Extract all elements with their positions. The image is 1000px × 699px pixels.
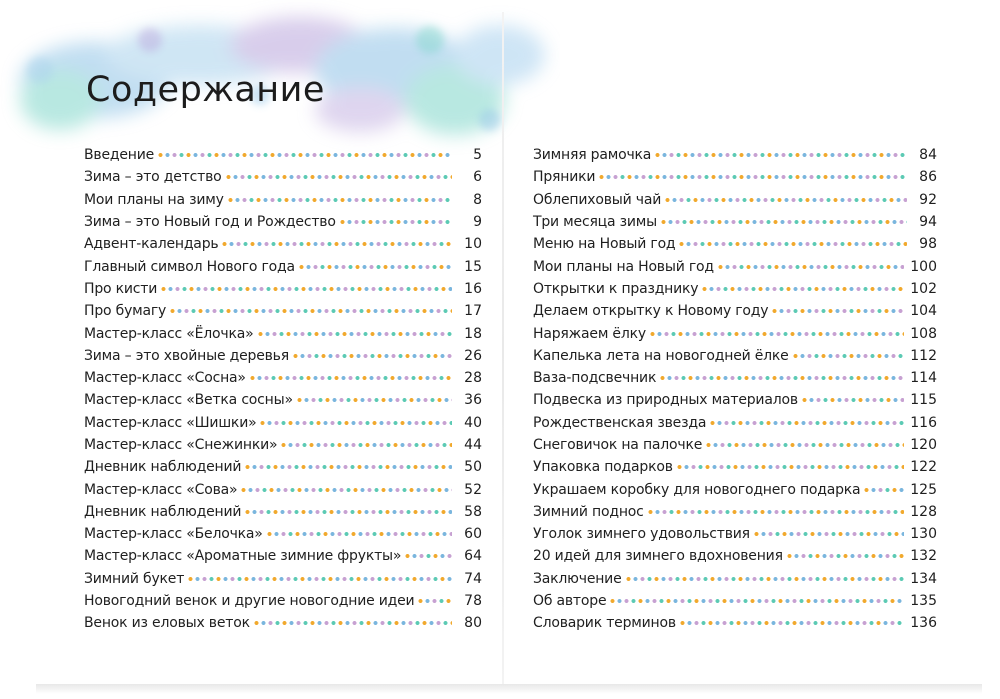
toc-entry[interactable]	[84, 367, 482, 389]
toc-entry-title: Снеговичок на палочке	[533, 437, 703, 453]
toc-entry-title: Про бумагу	[84, 303, 167, 320]
toc-entry-page-number: 116	[910, 414, 937, 431]
dot-leader	[754, 531, 904, 537]
toc-entry[interactable]	[533, 233, 937, 255]
toc-entry-page-number: 104	[910, 303, 937, 320]
toc-entry-page-number: 52	[464, 481, 482, 498]
toc-entry-page-number: 5	[473, 147, 482, 164]
dot-leader	[340, 219, 452, 225]
dot-leader	[293, 353, 452, 359]
toc-entry[interactable]	[84, 612, 482, 634]
toc-entry[interactable]	[84, 545, 482, 567]
dot-leader	[250, 375, 452, 381]
dot-leader	[258, 331, 453, 337]
dot-leader	[660, 375, 904, 381]
toc-entry-page-number: 26	[464, 347, 482, 364]
toc-entry-title: Мастер-класс «Сосна»	[84, 370, 246, 387]
toc-entry-page-number: 86	[919, 169, 937, 186]
toc-entry-page-number: 114	[910, 370, 937, 387]
dot-leader	[245, 464, 452, 470]
toc-entry[interactable]	[84, 501, 482, 523]
toc-entry[interactable]	[84, 278, 482, 300]
dot-leader	[299, 264, 452, 270]
toc-entry[interactable]	[533, 412, 937, 434]
dot-leader	[254, 620, 452, 626]
toc-entry[interactable]	[84, 189, 482, 211]
toc-entry[interactable]	[533, 144, 937, 166]
dot-leader	[793, 353, 905, 359]
toc-entry-title: Про кисти	[84, 280, 158, 297]
toc-entry-title: Упаковка подарков	[533, 459, 673, 476]
toc-entry[interactable]	[533, 345, 937, 367]
toc-entry[interactable]	[84, 412, 482, 434]
toc-entry-page-number: 36	[464, 392, 482, 409]
toc-entry-title: Адвент-календарь	[84, 236, 219, 253]
toc-entry-page-number: 74	[464, 570, 482, 587]
dot-leader	[772, 308, 904, 314]
toc-entry-title: Мастер-класс «Белочка»	[84, 526, 263, 543]
toc-entry-page-number: 135	[910, 593, 937, 610]
toc-entry-page-number: 128	[910, 503, 937, 520]
dot-leader	[679, 241, 907, 247]
dot-leader	[158, 152, 452, 158]
toc-entry[interactable]	[533, 300, 937, 322]
toc-entry-page-number: 18	[464, 325, 482, 342]
toc-entry-page-number: 6	[473, 169, 482, 186]
toc-entry[interactable]	[84, 211, 482, 233]
dot-leader	[610, 598, 904, 604]
page-title: Содержание	[86, 70, 325, 110]
toc-entry-title: Введение	[84, 147, 155, 164]
toc-entry[interactable]	[84, 255, 482, 277]
toc-entry[interactable]	[84, 166, 482, 188]
dot-leader	[281, 442, 452, 448]
toc-entry[interactable]	[84, 144, 482, 166]
dot-leader	[702, 286, 904, 292]
toc-entry-title: Мастер-класс «Ёлочка»	[84, 325, 254, 342]
toc-entry-page-number: 112	[910, 347, 937, 364]
toc-entry-title: Открытки к празднику	[533, 280, 699, 297]
toc-entry[interactable]	[533, 211, 937, 233]
toc-entry[interactable]	[533, 434, 937, 456]
toc-entry[interactable]	[533, 590, 937, 612]
toc-entry[interactable]	[533, 389, 937, 411]
dot-leader	[680, 620, 904, 626]
toc-entry-page-number: 92	[919, 191, 937, 208]
toc-entry-page-number: 9	[473, 214, 482, 231]
toc-entry-title: Облепиховый чай	[533, 191, 662, 208]
toc-entry-page-number: 132	[910, 548, 937, 565]
toc-entry-title: 20 идей для зимнего вдохновения	[533, 548, 783, 565]
toc-entry-title: Зимний поднос	[533, 503, 644, 520]
toc-entry-title: Заключение	[533, 570, 622, 587]
dot-leader	[787, 553, 904, 559]
toc-entry-page-number: 44	[464, 437, 482, 453]
dot-leader	[188, 576, 452, 582]
page-shadow	[36, 684, 982, 694]
dot-leader	[260, 420, 452, 426]
toc-entry[interactable]	[84, 478, 482, 500]
dot-leader	[405, 553, 452, 559]
toc-entry-title: Зима – это Новый год и Рождество	[84, 214, 336, 231]
toc-entry-page-number: 98	[919, 236, 937, 253]
toc-entry-title: Венок из еловых веток	[84, 615, 250, 632]
toc-entry-title: Мастер-класс «Ароматные зимние фрукты»	[84, 548, 402, 565]
toc-entry-title: Зима – это хвойные деревья	[84, 347, 289, 364]
toc-entry[interactable]	[533, 478, 937, 500]
dot-leader	[626, 576, 905, 582]
toc-entry-page-number: 122	[910, 459, 937, 476]
toc-entry-page-number: 58	[464, 503, 482, 520]
toc-entry-title: Дневник наблюдений	[84, 503, 242, 520]
toc-entry[interactable]	[84, 568, 482, 590]
dot-leader	[864, 487, 904, 493]
dot-leader	[706, 442, 904, 448]
toc-entry-page-number: 16	[464, 280, 482, 297]
dot-leader	[245, 509, 452, 515]
toc-entry-title: Уголок зимнего удовольствия	[533, 526, 750, 543]
toc-entry-page-number: 134	[910, 570, 937, 587]
toc-entry-page-number: 108	[910, 325, 937, 342]
toc-entry-title: Подвеска из природных материалов	[533, 392, 798, 409]
dot-leader	[418, 598, 452, 604]
dot-leader	[648, 509, 905, 515]
toc-entry-title: Пряники	[533, 169, 596, 186]
toc-entry-title: Мастер-класс «Снежинки»	[84, 437, 278, 453]
dot-leader	[228, 197, 452, 203]
toc-entry-title: Мастер-класс «Шишки»	[84, 414, 257, 431]
toc-entry-page-number: 84	[919, 147, 937, 164]
toc-entry-title: Мастер-класс «Ветка сосны»	[84, 392, 293, 409]
toc-entry-page-number: 78	[464, 593, 482, 610]
toc-entry-title: Украшаем коробку для новогоднего подарка	[533, 481, 861, 498]
toc-entry-page-number: 115	[910, 392, 937, 409]
toc-entry-title: Зима – это детство	[84, 169, 222, 186]
toc-entry-page-number: 17	[464, 303, 482, 320]
toc-entry-title: Зимняя рамочка	[533, 147, 652, 164]
toc-entry-page-number: 28	[464, 370, 482, 387]
toc-entry-page-number: 94	[919, 214, 937, 231]
toc-entry-page-number: 40	[464, 414, 482, 431]
toc-entry[interactable]	[533, 322, 937, 344]
dot-leader	[650, 331, 904, 337]
toc-column-right	[533, 144, 937, 635]
toc-entry-title: Мастер-класс «Сова»	[84, 481, 238, 498]
toc-entry-title: Меню на Новый год	[533, 236, 676, 253]
toc-entry-title: Капелька лета на новогодней ёлке	[533, 347, 789, 364]
dot-leader	[802, 397, 904, 403]
toc-entry-page-number: 130	[910, 526, 937, 543]
toc-entry-title: Мои планы на зиму	[84, 191, 224, 208]
toc-entry[interactable]	[84, 456, 482, 478]
toc-entry-page-number: 8	[473, 191, 482, 208]
dot-leader	[661, 219, 907, 225]
dot-leader	[170, 308, 452, 314]
toc-entry[interactable]	[84, 389, 482, 411]
toc-entry-title: Об авторе	[533, 593, 607, 610]
toc-entry[interactable]	[84, 345, 482, 367]
toc-entry-page-number: 64	[464, 548, 482, 565]
toc-entry[interactable]	[533, 255, 937, 277]
toc-entry-page-number: 15	[464, 258, 482, 275]
toc-entry-page-number: 80	[464, 615, 482, 632]
dot-leader	[710, 420, 904, 426]
dot-leader	[665, 197, 907, 203]
toc-entry[interactable]	[84, 322, 482, 344]
toc-entry-title: Делаем открытку к Новому году	[533, 303, 769, 320]
toc-entry-title: Три месяца зимы	[533, 214, 657, 231]
toc-entry-title: Ваза-подсвечник	[533, 370, 657, 387]
toc-entry[interactable]	[84, 523, 482, 545]
toc-entry-title: Наряжаем ёлку	[533, 325, 646, 342]
toc-entry-title: Словарик терминов	[533, 615, 676, 632]
toc-entry[interactable]	[533, 456, 937, 478]
dot-leader	[718, 264, 904, 270]
toc-entry[interactable]	[533, 501, 937, 523]
toc-entry[interactable]	[533, 278, 937, 300]
toc-entry-title: Рождественская звезда	[533, 414, 707, 431]
book-spine	[502, 12, 504, 684]
toc-entry[interactable]	[84, 434, 482, 456]
dot-leader	[241, 487, 452, 493]
toc-entry-page-number: 10	[464, 236, 482, 253]
toc-entry-page-number: 100	[910, 258, 937, 275]
toc-column-left	[84, 144, 482, 635]
toc-entry[interactable]	[533, 612, 937, 634]
dot-leader	[655, 152, 907, 158]
dot-leader	[297, 397, 452, 403]
toc-entry-title: Дневник наблюдений	[84, 459, 242, 476]
toc-entry-page-number: 125	[910, 481, 937, 498]
toc-entry[interactable]	[84, 590, 482, 612]
toc-entry-title: Новогодний венок и другие новогодние идеи	[84, 593, 415, 610]
dot-leader	[599, 174, 907, 180]
toc-entry[interactable]	[533, 189, 937, 211]
toc-entry-title: Зимний букет	[84, 570, 185, 587]
toc-entry[interactable]	[533, 545, 937, 567]
toc-entry[interactable]	[533, 568, 937, 590]
toc-entry-title: Мои планы на Новый год	[533, 258, 714, 275]
toc-entry-page-number: 60	[464, 526, 482, 543]
toc-entry[interactable]	[533, 166, 937, 188]
dot-leader	[161, 286, 452, 292]
dot-leader	[267, 531, 452, 537]
toc-entry[interactable]	[84, 233, 482, 255]
toc-entry-page-number: 102	[910, 280, 937, 297]
toc-entry[interactable]	[533, 523, 937, 545]
toc-entry-page-number: 136	[910, 615, 937, 632]
toc-entry[interactable]	[533, 367, 937, 389]
dot-leader	[677, 464, 905, 470]
toc-entry[interactable]	[84, 300, 482, 322]
dot-leader	[226, 174, 453, 180]
toc-entry-page-number: 120	[910, 437, 937, 453]
toc-entry-page-number: 50	[464, 459, 482, 476]
dot-leader	[222, 241, 452, 247]
toc-entry-title: Главный символ Нового года	[84, 258, 295, 275]
